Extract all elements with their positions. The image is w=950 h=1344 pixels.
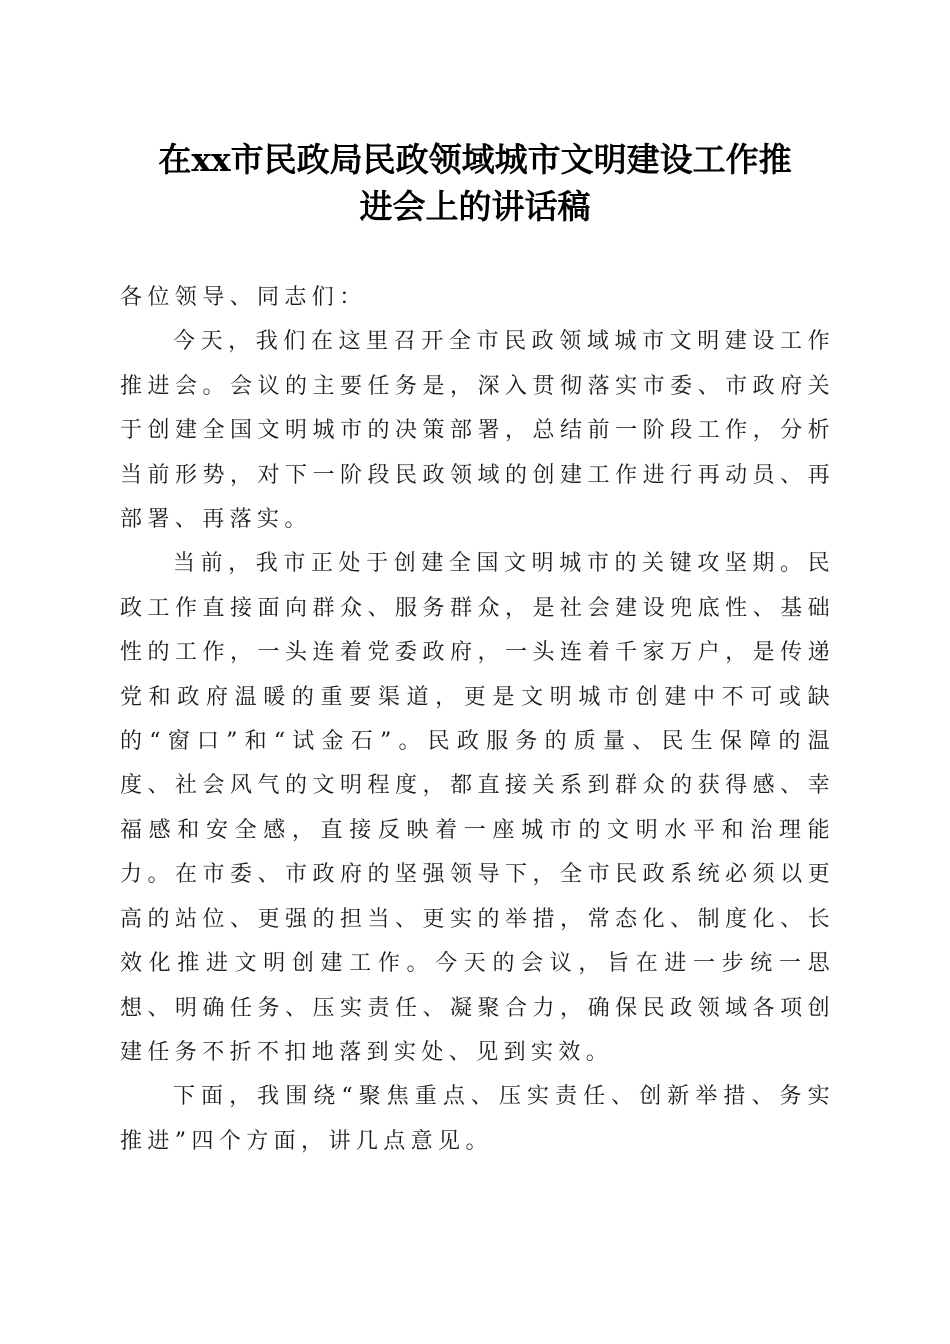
paragraph-opening: 今天，我们在这里召开全市民政领域城市文明建设工作推进会。会议的主要任务是，深入贯彻落实市委、市政府关于创建全国文明城市的决策部署，总结前一阶段工作，分析当前形势，对下一阶段民政领域的创建工作进行再动员、再部署、再落实。	[120, 329, 835, 533]
paragraph-situation: 当前，我市正处于创建全国文明城市的关键攻坚期。民政工作直接面向群众、服务群众，是社会建设兜底性、基础性的工作，一头连着党委政府，一头连着千家万户，是传递党和政府温暖的重要渠道，更是文明城市创建中不可或缺的“窗口”和“试金石”。民政服务的质量、民生保障的温度、社会风气的文明程度，都直接关系到群众的获得感、幸福感和安全感，直接反映着一座城市的文明水平和治理能力。在市委、市政府的坚强领导下，全市民政系统必须以更高的站位、更强的担当、更实的举措，常态化、制度化、长效化推进文明创建工作。今天的会议，旨在进一步统一思想、明确任务、压实责任、凝聚合力，确保民政领域各项创建任务不折不扣地落到实处、见到实效。	[120, 551, 835, 1065]
document-title	[120, 136, 830, 230]
document-title-line-1: 在xx市民政局民政领域城市文明建设工作推	[158, 140, 792, 179]
document-body	[120, 276, 835, 1164]
paragraph-outline: 下面，我围绕“聚焦重点、压实责任、创新举措、务实推进”四个方面，讲几点意见。	[120, 1084, 835, 1154]
document-title-line-2: 进会上的讲话稿	[359, 187, 591, 226]
salutation: 各位领导、同志们：	[120, 285, 367, 310]
